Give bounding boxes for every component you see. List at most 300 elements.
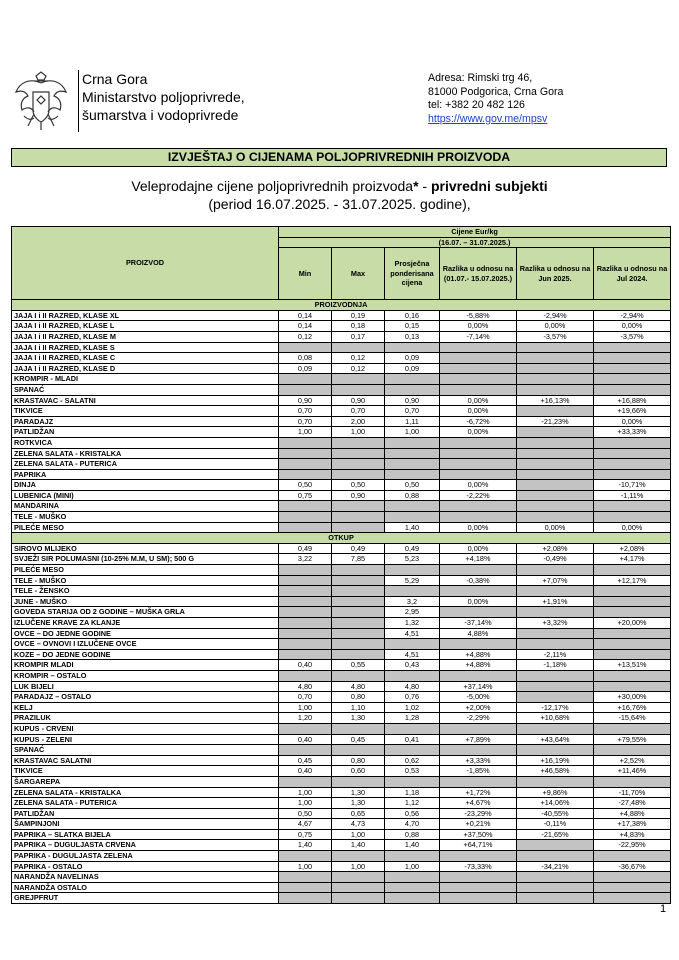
product-name: OVCE – OVNOVI I IZLUČENE OVCE: [12, 639, 279, 650]
cell-diff-prev: [440, 469, 517, 480]
cell-diff-prev: [440, 776, 517, 787]
cell-diff-prev: [440, 565, 517, 576]
cell-diff-jul: [594, 586, 671, 597]
table-row: [12, 512, 671, 523]
cell-diff-jun: [517, 490, 594, 501]
cell-diff-jun: [517, 459, 594, 470]
cell-max: 1,00: [332, 829, 385, 840]
cell-diff-prev: [440, 586, 517, 597]
cell-avg: [385, 384, 440, 395]
cell-diff-jun: [517, 363, 594, 374]
cell-min: [279, 893, 332, 904]
cell-min: [279, 575, 332, 586]
cell-diff-jul: [594, 851, 671, 862]
cell-max: 1,30: [332, 713, 385, 724]
product-name: KROMPIR - MLADI: [12, 374, 279, 385]
cell-min: [279, 723, 332, 734]
cell-diff-jun: [517, 448, 594, 459]
product-name: NARANDŽA NAVELINAS: [12, 872, 279, 883]
price-table: [11, 226, 671, 904]
cell-max: [332, 670, 385, 681]
address-line-1: Adresa: Rimski trg 46,: [428, 72, 533, 84]
cell-diff-jun: [517, 840, 594, 851]
table-row: [12, 798, 671, 809]
table-row: [12, 395, 671, 406]
cell-diff-jul: +12,17%: [594, 575, 671, 586]
cell-diff-jul: [594, 596, 671, 607]
col-header-avg: Prosječna ponderisana cijena: [385, 248, 440, 300]
cell-diff-jun: +46,58%: [517, 766, 594, 777]
col-header-diff-prev: Razlika u odnosu na (01.07.- 15.07.2025.): [440, 248, 517, 300]
table-row: [12, 565, 671, 576]
table-row: [12, 893, 671, 904]
product-name: LUBENICA (MINI): [12, 490, 279, 501]
cell-avg: 1,02: [385, 702, 440, 713]
cell-max: [332, 851, 385, 862]
cell-max: [332, 374, 385, 385]
cell-max: [332, 596, 385, 607]
subtitle-bold: privredni subjekti: [430, 178, 548, 194]
cell-diff-jul: -3,57%: [594, 331, 671, 342]
cell-diff-prev: +2,00%: [440, 702, 517, 713]
cell-avg: 0,76: [385, 692, 440, 703]
table-row: [12, 670, 671, 681]
cell-diff-prev: +4,88%: [440, 649, 517, 660]
table-row: [12, 639, 671, 650]
cell-max: 1,30: [332, 787, 385, 798]
cell-max: 1,00: [332, 861, 385, 872]
cell-diff-prev: [440, 639, 517, 650]
cell-min: 0,70: [279, 406, 332, 417]
product-name: ZELENA SALATA - PUTERICA: [12, 459, 279, 470]
cell-diff-jul: [594, 469, 671, 480]
cell-diff-jun: [517, 882, 594, 893]
cell-max: [332, 448, 385, 459]
cell-max: [332, 384, 385, 395]
cell-diff-jul: +13,51%: [594, 660, 671, 671]
cell-avg: 2,95: [385, 607, 440, 618]
cell-diff-prev: -0,38%: [440, 575, 517, 586]
cell-diff-jul: +4,83%: [594, 829, 671, 840]
cell-diff-prev: 4,88%: [440, 628, 517, 639]
cell-diff-prev: 0,00%: [440, 480, 517, 491]
table-row: [12, 713, 671, 724]
cell-min: 1,20: [279, 713, 332, 724]
price-group-period: (16.07. – 31.07.2025.): [279, 237, 671, 248]
table-row: [12, 437, 671, 448]
cell-diff-jun: -40,55%: [517, 808, 594, 819]
cell-avg: 0,09: [385, 353, 440, 364]
product-name: ZELENA SALATA - KRISTALKA: [12, 787, 279, 798]
cell-diff-jul: [594, 342, 671, 353]
cell-diff-prev: -73,33%: [440, 861, 517, 872]
cell-diff-jun: -2,11%: [517, 649, 594, 660]
cell-diff-prev: [440, 893, 517, 904]
table-row: [12, 427, 671, 438]
cell-max: [332, 872, 385, 883]
product-name: JAJA I i II RAZRED, KLASE S: [12, 342, 279, 353]
table-row: [12, 586, 671, 597]
cell-avg: [385, 459, 440, 470]
cell-diff-prev: 0,00%: [440, 321, 517, 332]
page-number: 1: [660, 903, 667, 915]
cell-avg: [385, 565, 440, 576]
cell-avg: 0,43: [385, 660, 440, 671]
cell-diff-jun: -21,23%: [517, 416, 594, 427]
product-name: SVJEŽI SIR POLUMASNI (10-25% M.M, U SM); 500 G: [12, 554, 279, 565]
product-name: PILEĆE MESO: [12, 522, 279, 533]
table-row: [12, 522, 671, 533]
col-header-diff-jun: Razlika u odnosu na Jun 2025.: [517, 248, 594, 300]
cell-diff-jul: [594, 628, 671, 639]
cell-diff-jul: [594, 882, 671, 893]
cell-diff-jul: [594, 501, 671, 512]
cell-min: [279, 670, 332, 681]
product-name: GREJPFRUT: [12, 893, 279, 904]
product-name: KROMPIR MLADI: [12, 660, 279, 671]
website-link[interactable]: https://www.gov.me/mpsv: [428, 112, 548, 125]
cell-min: 0,40: [279, 734, 332, 745]
cell-diff-jul: [594, 776, 671, 787]
cell-min: 0,49: [279, 543, 332, 554]
cell-avg: [385, 448, 440, 459]
table-row: [12, 543, 671, 554]
table-row: [12, 808, 671, 819]
cell-diff-jul: +30,00%: [594, 692, 671, 703]
cell-diff-jul: +19,66%: [594, 406, 671, 417]
product-name: PARADAJZ: [12, 416, 279, 427]
cell-diff-prev: -5,88%: [440, 310, 517, 321]
cell-max: 0,50: [332, 480, 385, 491]
cell-diff-jul: [594, 607, 671, 618]
cell-min: [279, 649, 332, 660]
cell-max: 7,85: [332, 554, 385, 565]
cell-diff-prev: +37,14%: [440, 681, 517, 692]
cell-avg: 0,41: [385, 734, 440, 745]
cell-avg: 0,49: [385, 543, 440, 554]
table-row: [12, 840, 671, 851]
cell-diff-prev: [440, 384, 517, 395]
product-name: PAPRIKA – DUGULJASTA CRVENA: [12, 840, 279, 851]
cell-avg: [385, 469, 440, 480]
product-name: KRASTAVAC SALATNI: [12, 755, 279, 766]
cell-avg: 1,32: [385, 618, 440, 629]
cell-diff-jun: [517, 893, 594, 904]
cell-diff-jun: [517, 692, 594, 703]
cell-diff-prev: 0,00%: [440, 543, 517, 554]
cell-avg: 0,70: [385, 406, 440, 417]
cell-min: 1,00: [279, 427, 332, 438]
cell-diff-jun: +10,68%: [517, 713, 594, 724]
section-row: [12, 533, 671, 544]
product-name: PAPRIKA: [12, 469, 279, 480]
table-row: [12, 872, 671, 883]
cell-diff-jun: [517, 512, 594, 523]
cell-diff-prev: [440, 872, 517, 883]
cell-diff-jun: -2,94%: [517, 310, 594, 321]
ministry-name: [82, 70, 245, 124]
cell-diff-jun: [517, 342, 594, 353]
product-name: KUPUS - CRVENI: [12, 723, 279, 734]
cell-diff-jul: [594, 353, 671, 364]
cell-avg: 0,90: [385, 395, 440, 406]
cell-max: 1,40: [332, 840, 385, 851]
table-row: [12, 363, 671, 374]
cell-avg: 0,88: [385, 829, 440, 840]
cell-diff-jun: +16,19%: [517, 755, 594, 766]
cell-min: 0,09: [279, 363, 332, 374]
product-name: ZELENA SALATA - PUTERICA: [12, 798, 279, 809]
cell-diff-prev: +0,21%: [440, 819, 517, 830]
product-name: KRASTAVAC - SALATNI: [12, 395, 279, 406]
cell-avg: 4,80: [385, 681, 440, 692]
cell-min: 1,00: [279, 861, 332, 872]
cell-diff-jun: 0,00%: [517, 321, 594, 332]
cell-diff-jun: [517, 480, 594, 491]
table-row: [12, 342, 671, 353]
cell-diff-jun: +43,64%: [517, 734, 594, 745]
product-name: MANDARINA: [12, 501, 279, 512]
product-name: NARANDŽA OSTALO: [12, 882, 279, 893]
cell-diff-prev: -23,29%: [440, 808, 517, 819]
cell-min: 0,40: [279, 660, 332, 671]
cell-diff-jun: +16,13%: [517, 395, 594, 406]
cell-diff-prev: +1,72%: [440, 787, 517, 798]
cell-diff-prev: [440, 342, 517, 353]
cell-max: [332, 512, 385, 523]
cell-max: 0,45: [332, 734, 385, 745]
cell-diff-jun: -1,18%: [517, 660, 594, 671]
cell-diff-jul: -15,64%: [594, 713, 671, 724]
table-row: [12, 861, 671, 872]
product-name: ŠAMPINJONI: [12, 819, 279, 830]
product-name: IZLUČENE KRAVE ZA KLANJE: [12, 618, 279, 629]
table-row: [12, 554, 671, 565]
product-name: TIKVICE: [12, 766, 279, 777]
product-name: KOZE – DO JEDNE GODINE: [12, 649, 279, 660]
cell-diff-jul: +4,88%: [594, 808, 671, 819]
cell-avg: 1,00: [385, 861, 440, 872]
cell-diff-prev: [440, 501, 517, 512]
table-row: [12, 374, 671, 385]
cell-max: 0,17: [332, 331, 385, 342]
ministry-line-1: Crna Gora: [82, 71, 148, 87]
table-row: [12, 459, 671, 470]
product-name: PILEĆE MESO: [12, 565, 279, 576]
cell-diff-jul: +16,88%: [594, 395, 671, 406]
cell-min: [279, 851, 332, 862]
cell-min: 0,70: [279, 416, 332, 427]
cell-max: [332, 723, 385, 734]
table-row: [12, 649, 671, 660]
cell-avg: 5,29: [385, 575, 440, 586]
product-name: PAPRIKA – SLATKA BIJELA: [12, 829, 279, 840]
cell-diff-jun: [517, 670, 594, 681]
cell-diff-jun: [517, 469, 594, 480]
cell-avg: 3,2: [385, 596, 440, 607]
cell-avg: 4,51: [385, 628, 440, 639]
cell-diff-jul: +2,52%: [594, 755, 671, 766]
cell-diff-jul: +11,46%: [594, 766, 671, 777]
cell-diff-jul: +33,33%: [594, 427, 671, 438]
cell-max: [332, 469, 385, 480]
table-row: [12, 416, 671, 427]
cell-diff-jul: [594, 639, 671, 650]
cell-diff-jul: 0,00%: [594, 321, 671, 332]
cell-max: 0,19: [332, 310, 385, 321]
cell-diff-jul: [594, 437, 671, 448]
product-name: PARADAJZ – OSTALO: [12, 692, 279, 703]
product-name: ŠARGAREPA: [12, 776, 279, 787]
cell-max: [332, 586, 385, 597]
cell-min: [279, 618, 332, 629]
price-table-body: [12, 300, 671, 904]
address-line-2: 81000 Podgorica, Crna Gora: [428, 85, 564, 98]
cell-diff-jul: [594, 723, 671, 734]
cell-avg: [385, 723, 440, 734]
table-row: [12, 575, 671, 586]
cell-diff-prev: [440, 363, 517, 374]
cell-diff-prev: +4,67%: [440, 798, 517, 809]
cell-diff-jun: -12,17%: [517, 702, 594, 713]
cell-diff-jul: [594, 448, 671, 459]
cell-diff-prev: [440, 745, 517, 756]
cell-diff-jul: -27,48%: [594, 798, 671, 809]
cell-max: 2,00: [332, 416, 385, 427]
cell-avg: [385, 851, 440, 862]
header-divider: [78, 70, 79, 132]
cell-avg: 1,40: [385, 840, 440, 851]
cell-avg: [385, 586, 440, 597]
cell-min: 0,14: [279, 321, 332, 332]
cell-diff-prev: [440, 670, 517, 681]
table-row: [12, 702, 671, 713]
product-name: ZELENA SALATA - KRISTALKA: [12, 448, 279, 459]
cell-avg: 4,51: [385, 649, 440, 660]
cell-diff-jul: -36,67%: [594, 861, 671, 872]
cell-max: [332, 882, 385, 893]
cell-diff-jul: +16,76%: [594, 702, 671, 713]
cell-min: 1,00: [279, 787, 332, 798]
cell-diff-jul: [594, 893, 671, 904]
table-row: [12, 787, 671, 798]
cell-max: [332, 501, 385, 512]
cell-max: [332, 575, 385, 586]
cell-min: [279, 628, 332, 639]
cell-min: 4,67: [279, 819, 332, 830]
cell-diff-jun: [517, 501, 594, 512]
cell-min: [279, 872, 332, 883]
cell-min: 0,12: [279, 331, 332, 342]
cell-diff-prev: +64,71%: [440, 840, 517, 851]
cell-diff-prev: [440, 882, 517, 893]
subtitle-sep: -: [418, 178, 431, 194]
product-name: SIROVO MLIJEKO: [12, 543, 279, 554]
product-name: KELJ: [12, 702, 279, 713]
cell-max: [332, 565, 385, 576]
cell-min: 0,08: [279, 353, 332, 364]
cell-avg: 1,12: [385, 798, 440, 809]
cell-diff-jul: 0,00%: [594, 522, 671, 533]
cell-max: [332, 776, 385, 787]
section-title: OTKUP: [12, 533, 671, 544]
cell-min: 0,50: [279, 480, 332, 491]
cell-diff-jun: [517, 607, 594, 618]
cell-min: 0,75: [279, 490, 332, 501]
cell-diff-jun: -34,21%: [517, 861, 594, 872]
product-name: KROMPIR – OSTALO: [12, 670, 279, 681]
table-row: [12, 745, 671, 756]
subtitle-prefix: Veleprodajne cijene poljoprivrednih proizvoda: [131, 178, 414, 194]
cell-diff-jun: [517, 384, 594, 395]
cell-diff-jul: [594, 565, 671, 576]
col-header-diff-jul: Razlika u odnosu na Jul 2024.: [594, 248, 671, 300]
cell-avg: 0,15: [385, 321, 440, 332]
cell-diff-jul: [594, 374, 671, 385]
cell-min: [279, 374, 332, 385]
cell-diff-prev: 0,00%: [440, 522, 517, 533]
cell-avg: [385, 512, 440, 523]
section-row: [12, 300, 671, 311]
cell-diff-jul: [594, 649, 671, 660]
cell-max: 0,80: [332, 692, 385, 703]
cell-avg: 0,16: [385, 310, 440, 321]
table-row: [12, 776, 671, 787]
cell-max: [332, 618, 385, 629]
cell-min: [279, 501, 332, 512]
cell-diff-jun: [517, 723, 594, 734]
cell-diff-prev: +4,88%: [440, 660, 517, 671]
cell-avg: 1,40: [385, 522, 440, 533]
product-name: OVCE – DO JEDNE GODINE: [12, 628, 279, 639]
table-row: [12, 384, 671, 395]
cell-diff-jun: -0,11%: [517, 819, 594, 830]
cell-avg: [385, 745, 440, 756]
report-period: (period 16.07.2025. - 31.07.2025. godine),: [208, 196, 471, 212]
product-name: TELE - MUŠKO: [12, 512, 279, 523]
cell-max: [332, 649, 385, 660]
table-row: [12, 480, 671, 491]
cell-avg: 0,62: [385, 755, 440, 766]
cell-diff-prev: -1,85%: [440, 766, 517, 777]
table-row: [12, 353, 671, 364]
cell-max: [332, 628, 385, 639]
cell-diff-jul: +17,38%: [594, 819, 671, 830]
cell-diff-prev: [440, 448, 517, 459]
cell-diff-jul: +4,17%: [594, 554, 671, 565]
cell-avg: [385, 670, 440, 681]
cell-diff-jun: [517, 776, 594, 787]
cell-avg: 1,18: [385, 787, 440, 798]
product-name: PRAZILUK: [12, 713, 279, 724]
cell-max: 0,90: [332, 490, 385, 501]
cell-diff-jul: +20,00%: [594, 618, 671, 629]
cell-avg: 0,09: [385, 363, 440, 374]
table-row: [12, 681, 671, 692]
cell-diff-prev: +4,18%: [440, 554, 517, 565]
cell-diff-jun: +14,06%: [517, 798, 594, 809]
cell-diff-jun: [517, 427, 594, 438]
cell-min: 4,80: [279, 681, 332, 692]
cell-max: 1,00: [332, 427, 385, 438]
table-row: [12, 819, 671, 830]
cell-avg: 4,70: [385, 819, 440, 830]
cell-diff-jun: +9,86%: [517, 787, 594, 798]
cell-avg: [385, 882, 440, 893]
cell-diff-jul: 0,00%: [594, 416, 671, 427]
cell-min: [279, 639, 332, 650]
cell-min: [279, 448, 332, 459]
